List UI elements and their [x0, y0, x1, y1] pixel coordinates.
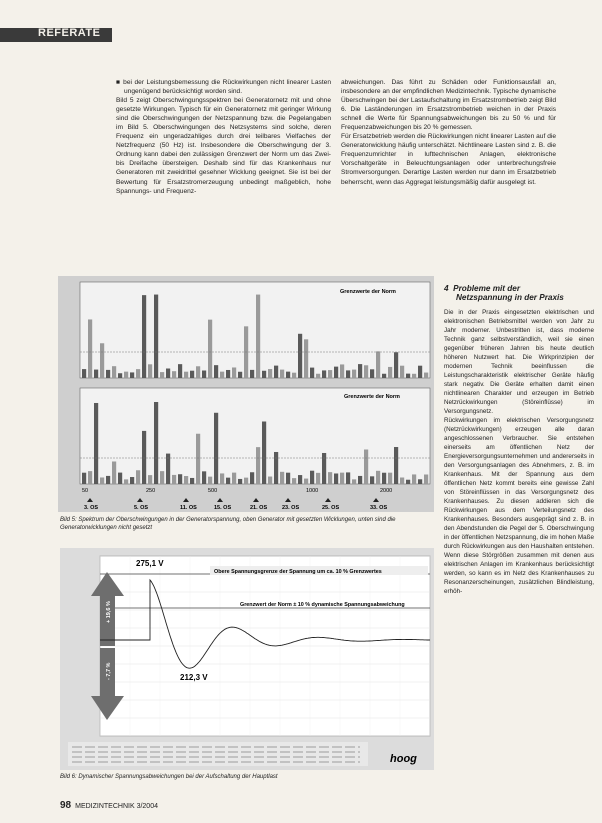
- spectrum-bar: [418, 479, 422, 484]
- spectrum-bar: [358, 476, 362, 484]
- spectrum-bar: [412, 374, 416, 378]
- hoog-logo: hoog: [390, 753, 417, 765]
- spectrum-bar: [346, 370, 350, 378]
- paragraph: Rückwirkungen im elektrischen Versorgungsnetz (Netzrückwirkungen) erzeugen alle daran angeschlossenen Verbraucher. Sie entstehen einerseits am öffentlichen Netz der Energieversorgungsunternehmen und andererseits in den Versorgungsanlagen des Abnehmers, z. B. im Krankenhaus. Mit der Spannung aus dem öffentlichen Netz kommt bereits eine gewisse Zahl von Störeinflüssen in das Versorgungsnetz des Krankenhauses. Zu diesen addieren sich die Rückwirkungen aus dem Verteilungsnetz des Krankenhauses. Besonders ausgeprägt sind z. B. in den Abendstunden die Pegel der 5. Oberschwingung in der öffentlichen Netzspannung, die im hohen Maße durch Rückwirkungen aus den Haushalten entstehen. Wenn diese Störgrößen zusammen mit denen aus elektrischen Anlagen im Krankenhaus berücksichtigt werden, so kann es im Netz des Krankenhauses zu Resonanzerscheinungen, zusätzlichen Blindleistung, erhöh-: [444, 417, 594, 595]
- spectrum-bar: [112, 366, 116, 378]
- figure-5-caption: Bild 5: Spektrum der Oberschwingungen in der Generatorspannung, oben Generator mit gesetzten Wicklungen, unten sind die Generatorwicklungen nicht gesetzt: [60, 517, 396, 531]
- spectrum-bar: [244, 478, 248, 484]
- spectrum-bar: [148, 475, 152, 484]
- spectrum-bar: [88, 319, 92, 378]
- spectrum-bar: [304, 339, 308, 378]
- spectrum-bar: [298, 334, 302, 378]
- spectrum-bar: [292, 478, 296, 484]
- spectrum-bar: [208, 320, 212, 378]
- peak-value-label: 275,1 V: [136, 559, 164, 568]
- spectrum-bar: [382, 374, 386, 378]
- spectrum-bar: [184, 476, 188, 484]
- spectrum-bar: [346, 472, 350, 484]
- section-title-line1: Probleme mit der: [453, 284, 521, 293]
- spectrum-bar: [94, 403, 98, 484]
- x-tick-label: 1000: [306, 488, 319, 494]
- spectrum-bar: [136, 369, 140, 378]
- spectrum-bar: [196, 434, 200, 484]
- spectrum-bar: [292, 373, 296, 378]
- spectrum-bar: [286, 372, 290, 378]
- top-right-column: [341, 78, 556, 187]
- spectrum-bar: [178, 364, 182, 378]
- spectrum-bar: [370, 369, 374, 378]
- section-heading: [444, 284, 592, 302]
- spectrum-bar: [412, 474, 416, 484]
- spectrum-bar: [250, 472, 254, 484]
- order-label: 11. OS: [180, 505, 197, 511]
- spectrum-bar: [310, 368, 314, 378]
- spectrum-bar: [358, 364, 362, 378]
- spectrum-bar: [424, 373, 428, 378]
- spectrum-bar: [202, 471, 206, 484]
- spectrum-bar: [280, 370, 284, 378]
- spectrum-bar: [106, 370, 110, 378]
- spectrum-bar: [82, 369, 86, 378]
- spectrum-bar: [268, 477, 272, 484]
- x-tick-label: 2000: [380, 488, 393, 494]
- spectrum-bar: [334, 367, 338, 378]
- paragraph: ■ bei der Leistungsbemessung die Rückwirkungen nicht linearer Lasten ungenügend berücksichtigt worden sind.: [116, 79, 331, 96]
- spectrum-bar: [118, 473, 122, 484]
- spectrum-bar: [130, 372, 134, 378]
- spectrum-bar: [340, 364, 344, 378]
- spectrum-bar: [406, 374, 410, 378]
- spectrum-bar: [400, 366, 404, 378]
- spectrum-bar: [112, 461, 116, 484]
- spectrum-bar: [286, 473, 290, 484]
- lower-plot-area: [80, 388, 430, 484]
- spectrum-bar: [382, 473, 386, 484]
- spectrum-bar: [136, 470, 140, 484]
- spectrum-bar: [316, 473, 320, 484]
- spectrum-bar: [250, 370, 254, 378]
- spectrum-bar: [310, 471, 314, 484]
- order-label: 21. OS: [250, 505, 268, 511]
- x-tick-label: 500: [208, 488, 218, 494]
- spectrum-bar: [328, 472, 332, 484]
- spectrum-bar: [418, 366, 422, 378]
- spectrum-bar: [376, 351, 380, 378]
- spectrum-bar: [322, 370, 326, 378]
- spectrum-bar: [274, 366, 278, 378]
- spectrum-bar: [340, 473, 344, 484]
- order-label: 15. OS: [214, 505, 232, 511]
- spectrum-bar: [208, 477, 212, 484]
- spectrum-bar: [94, 370, 98, 378]
- harmonic-spectrum-chart: [58, 276, 434, 512]
- spectrum-bar: [256, 295, 260, 378]
- top-left-column: [116, 78, 331, 196]
- spectrum-bar: [394, 447, 398, 484]
- spectrum-bar: [154, 402, 158, 484]
- paragraph: Bild 5 zeigt Oberschwingungsspektren bei Generatornetz mit und ohne gesetzte Wirkungen. Typisch für ein Generatornetz mit geringer Wirkung sind die Oberschwingungen der Netzspannung bzw. die Pegelangaben im Bild 5. Oberschwingungen des Netzsystems sind solche, deren Frequenz ein ungeradzahliges durch drei teilbares Vielfaches der Netzfrequenz (50 Hz) ist. Insbesondere die Oberschwingung der 3. Ordnung kann dabei den zulässigen Grenzwert der Norm um das Zwei- bis Dreifache übersteigen. Deshalb sind für das Krankenhaus nur Generatoren mit zweidrittel gesehner Wicklung geeignet. Sie ist bei der Bewertung für Ersatzstromerzeugung unbedingt maßgeblich, hohe Spannungs- und Frequenz-: [116, 97, 331, 195]
- spectrum-bar: [262, 422, 266, 484]
- spectrum-bar: [256, 447, 260, 484]
- spectrum-bar: [160, 372, 164, 378]
- spectrum-bar: [316, 374, 320, 378]
- spectrum-bar: [124, 479, 128, 484]
- spectrum-bar: [364, 365, 368, 378]
- spectrum-bar: [400, 477, 404, 484]
- paragraph: abweichungen. Das führt zu Schäden oder Funktionsausfall an, insbesondere an der empfindlichen Medizintechnik. Typische dynamische Überschwingen bei der Lastaufschaltung im Ersatzstrombetrieb zeigt Bild 6. Die Laständerungen im Ersatzstrombetrieb weichen in der Praxis schnell die Werte für Spannungsabweichungen bis zu 50 % und für Frequenzabweichungen bis 20 % gemessen.: [341, 79, 556, 132]
- spectrum-bar: [100, 343, 104, 378]
- spectrum-bar: [352, 370, 356, 378]
- section-header-bar: [0, 28, 112, 42]
- spectrum-bar: [220, 473, 224, 484]
- spectrum-bar: [388, 367, 392, 378]
- spectrum-bar: [280, 472, 284, 484]
- spectrum-bar: [202, 370, 206, 378]
- spectrum-bar: [424, 475, 428, 484]
- spectrum-bar: [232, 367, 236, 378]
- spectrum-bar: [394, 352, 398, 378]
- right-column: [444, 308, 594, 596]
- spectrum-bar: [370, 476, 374, 484]
- spectrum-bar: [130, 477, 134, 484]
- x-tick-label: 50: [82, 488, 89, 494]
- lower-limit-label: Grenzwert der Norm ± 10 % dynamische Spannungsabweichung: [240, 602, 405, 608]
- paragraph: Die in der Praxis eingesetzten elektrischen und elektronischen Betriebsmittel werden von Jahr zu Jahr moderner. Unbestritten ist, dass moderne Technik ganz selbstverständlich, weil sie einen gegenüber früheren Jahren bis heute deutlich höheren Nutzwert hat. Die Wirkprinzipien der modernen Technik beeinflussen die Leistungscharakteristik elektrischer Geräte häufig stark negativ. Die Geräte erhalten damit einen nichtlinearen Charakter und erzeugen im Betrieb Netzrückwirkungen (Störeinflüsse) im Versorgungsnetz.: [444, 309, 594, 415]
- spectrum-bar: [172, 371, 176, 378]
- spectrum-bar: [148, 364, 152, 378]
- section-header-label: REFERATE: [38, 27, 101, 39]
- upper-limit-label: Grenzwerte der Norm: [340, 289, 396, 295]
- spectrum-bar: [238, 372, 242, 378]
- spectrum-bar: [322, 453, 326, 484]
- spectrum-bar: [232, 473, 236, 484]
- spectrum-bar: [220, 372, 224, 378]
- order-label: 25. OS: [322, 505, 340, 511]
- spectrum-bar: [352, 479, 356, 484]
- spectrum-bar: [100, 477, 104, 484]
- spectrum-bar: [142, 295, 146, 378]
- spectrum-bar: [142, 431, 146, 484]
- spectrum-bar: [166, 368, 170, 378]
- arrow-down-label: - 7,7 %: [106, 662, 112, 680]
- spectrum-bar: [118, 373, 122, 378]
- page-footer: [60, 800, 158, 811]
- paragraph: Für Ersatzbetrieb werden die Rückwirkungen nicht linearer Lasten auf die Generatorwicklung häufig unterschätzt. Nichtlineare Lasten sind z. B. die Frequenzumrichter in lufttechnischen Anlagen, elektronische Vorschaltgeräte in Beleuchtungsanlagen oder unterbrechungsfreie Stromversorgungen. Derartige Lasten werden nur dann im Ersatzbetrieb beherrscht, wenn das Aggregat leistungsmäßig dafür ausgelegt ist.: [341, 133, 556, 186]
- spectrum-bar: [274, 452, 278, 484]
- figure-6-caption: Bild 6: Dynamischer Spannungsabweichungen bei der Aufschaltung der Hauptlast: [60, 774, 278, 780]
- page-number: 98: [60, 800, 72, 811]
- spectrum-bar: [160, 471, 164, 484]
- section-title-line2: Netzspannung in der Praxis: [456, 293, 564, 302]
- spectrum-bar: [364, 449, 368, 484]
- upper-limit-label: Obere Spannungsgrenze der Spannung um ca. 10 % Grenzwertes: [214, 569, 382, 575]
- spectrum-bar: [298, 475, 302, 484]
- spectrum-bar: [196, 366, 200, 378]
- section-number: 4: [444, 284, 449, 293]
- spectrum-bar: [178, 474, 182, 484]
- spectrum-bar: [184, 372, 188, 378]
- spectrum-bar: [328, 370, 332, 378]
- voltage-deviation-chart: [60, 548, 434, 770]
- order-label: 3. OS: [84, 505, 99, 511]
- x-tick-label: 250: [146, 488, 156, 494]
- spectrum-bar: [268, 369, 272, 378]
- spectrum-bar: [406, 480, 410, 484]
- spectrum-bar: [88, 471, 92, 484]
- order-label: 33. OS: [370, 505, 388, 511]
- spectrum-bar: [304, 479, 308, 484]
- spectrum-bar: [226, 478, 230, 484]
- spectrum-bar: [262, 371, 266, 378]
- spectrum-bar: [172, 475, 176, 484]
- lower-limit-label: Grenzwerte der Norm: [344, 394, 400, 400]
- spectrum-bar: [106, 476, 110, 484]
- spectrum-bar: [214, 365, 218, 378]
- order-label: 5. OS: [134, 505, 149, 511]
- spectrum-bar: [154, 295, 158, 378]
- spectrum-bar: [226, 370, 230, 378]
- spectrum-bar: [82, 473, 86, 484]
- spectrum-bar: [190, 478, 194, 484]
- spectrum-bar: [238, 479, 242, 484]
- spectrum-bar: [214, 413, 218, 484]
- spectrum-bar: [388, 473, 392, 484]
- spectrum-bar: [376, 471, 380, 484]
- spectrum-bar: [124, 372, 128, 378]
- low-value-label: 212,3 V: [180, 673, 208, 682]
- arrow-up-label: + 19,6 %: [106, 601, 112, 623]
- order-label: 23. OS: [282, 505, 300, 511]
- spectrum-bar: [334, 473, 338, 484]
- journal-name: MEDIZINTECHNIK 3/2004: [75, 803, 158, 810]
- spectrum-bar: [190, 371, 194, 378]
